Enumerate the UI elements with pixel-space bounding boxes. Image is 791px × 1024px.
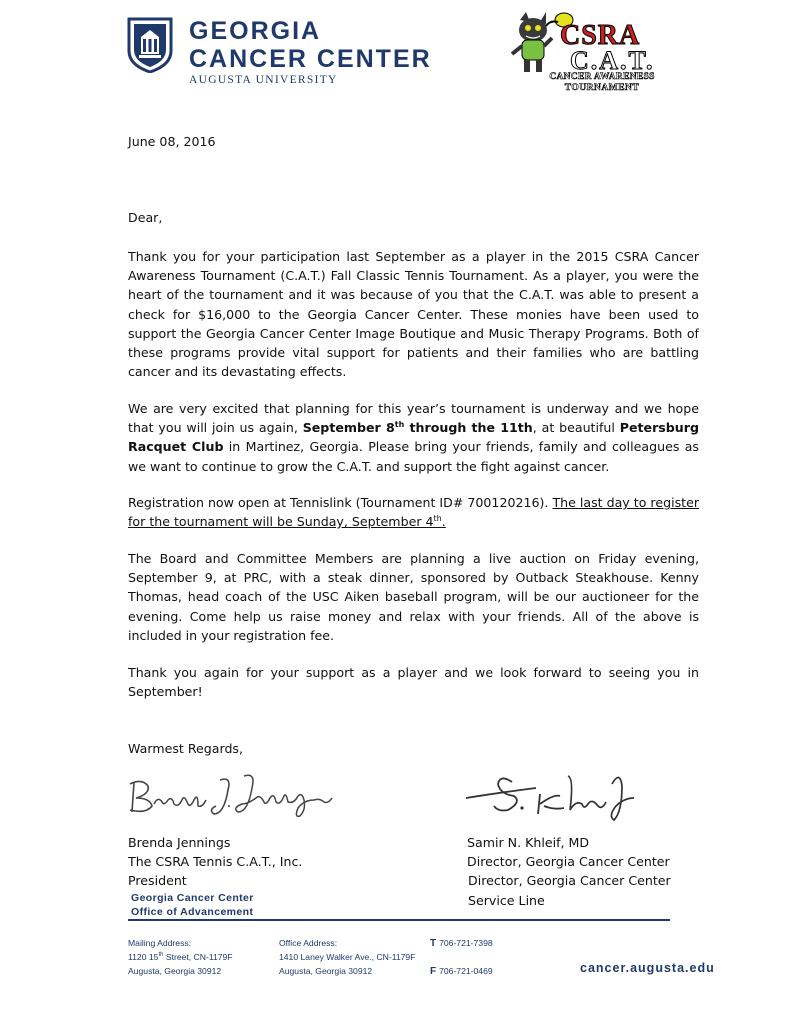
mailing-line2: Augusta, Georgia 30912 (128, 966, 222, 976)
phone-label: T (430, 938, 437, 949)
org-name-line2: CANCER CENTER (189, 45, 432, 73)
footer-office-address (279, 936, 415, 978)
fax-label: F (430, 966, 437, 977)
office-address-label: Office Address: (279, 938, 338, 948)
signatory-left-title: President (128, 873, 187, 889)
footer-divider (128, 919, 670, 921)
signatory-right-name: Samir N. Khleif, MD (467, 835, 590, 850)
mailing-line1: 1120 15th Street, CN-1179F (128, 952, 233, 962)
fax-number: 706-721-0469 (439, 966, 493, 976)
office-of-advancement (131, 891, 254, 919)
signatory-left-name: Brenda Jennings (128, 835, 231, 850)
website-link[interactable]: cancer.augusta.edu (580, 961, 715, 975)
registration-deadline: The last day to register for the tournament will be Sunday, September 4th. (128, 495, 699, 530)
signatory-left-org: The CSRA Tennis C.A.T., Inc. (128, 854, 303, 870)
event-venue: Petersburg Racquet Club (128, 420, 699, 455)
paragraph-5: Thank you again for your support as a player and we look forward to seeing you in September! (128, 665, 699, 700)
office-line1: Georgia Cancer Center (131, 892, 254, 904)
signatory-left (128, 833, 302, 891)
org-name-line1: GEORGIA (189, 17, 322, 45)
registration-text: Registration now open at Tennislink (Tournament ID# 700120216). (128, 495, 553, 510)
cat-logo-tagline2: TOURNAMENT (564, 83, 640, 93)
footer-phone (430, 936, 493, 951)
paragraph-2 (128, 399, 699, 476)
paragraph-3 (128, 493, 699, 531)
signatory-right-title2: Director, Georgia Cancer Center (468, 873, 671, 889)
phone-number: 706-721-7398 (439, 938, 493, 948)
salutation: Dear, (128, 210, 163, 225)
signatory-right-title3: Service Line (468, 892, 545, 908)
cat-logo-csra: CSRA (560, 20, 641, 51)
cat-logo-cat: C.A.T. (570, 46, 655, 75)
signatory-right-title1: Director, Georgia Cancer Center (467, 854, 670, 870)
office-line2: Office of Advancement (131, 906, 254, 918)
office-address-line1: 1410 Laney Walker Ave., CN-1179F (279, 952, 416, 962)
letter-date: June 08, 2016 (128, 134, 216, 149)
cat-logo-tagline1: CANCER AWARENESS (549, 72, 655, 82)
paragraph-1: Thank you for your participation last September as a player in the 2015 CSRA Cancer Awareness Tournament (C.A.T.) Fall Classic Tennis Tournament. As a player, you were the heart of the tournament and it was because of you that the C.A.T. was able to present a check for $16,000 to the Georgia Cancer Center. These monies have been used to support the Georgia Cancer Center Image Boutique and Music Therapy Programs. Both of these programs provide vital support for patients and their families who are battling cancer and its devastating effects. (128, 249, 699, 380)
org-subtitle: AUGUSTA UNIVERSITY (189, 74, 338, 86)
mailing-label: Mailing Address: (128, 938, 192, 948)
paragraph-2-text-e: in Martinez, Georgia. Please bring your friends, family and colleagues as we want to continue to grow the C.A.T. and support the fight against cancer. (128, 439, 699, 474)
signature-brenda-jennings (124, 770, 359, 820)
signature-samir-khleif (464, 764, 649, 822)
footer-fax (430, 964, 493, 979)
signatory-right (467, 833, 670, 910)
paragraph-2-text-a: We are very excited that planning for this year’s tournament is underway and we hope that you will join us again, (128, 401, 699, 436)
paragraph-4: The Board and Committee Members are planning a live auction on Friday evening, September 9, at PRC, with a steak dinner, sponsored by Outback Steakhouse. Kenny Thomas, head coach of the USC Aiken baseball program, will be our auctioneer for the evening. Come help us raise money and relax with your friends. All of the above is included in your registration fee. (128, 551, 699, 643)
office-address-line2: Augusta, Georgia 30912 (279, 966, 373, 976)
paragraph-2-text-c: , at beautiful (532, 420, 620, 436)
augusta-shield-icon (127, 17, 173, 73)
closing: Warmest Regards, (128, 741, 243, 756)
csra-cat-logo (500, 10, 700, 92)
footer-mailing-address (128, 936, 233, 978)
event-dates-start: September 8th through the 11th (302, 420, 533, 436)
georgia-cancer-center-logo (127, 15, 457, 90)
